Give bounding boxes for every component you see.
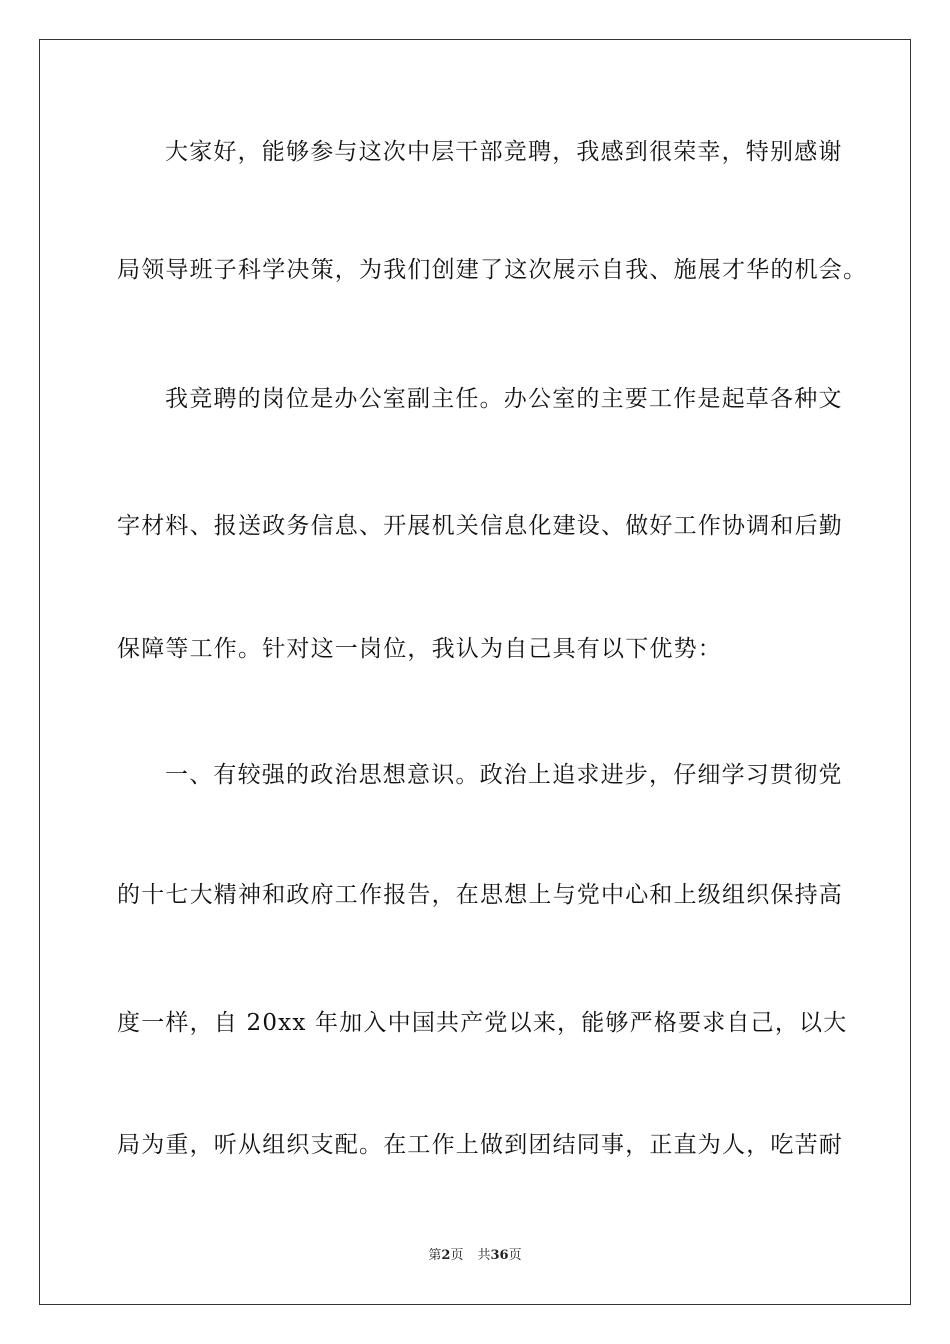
paragraph-2-line-2: 字材料、报送政务信息、开展机关信息化建设、做好工作协调和后勤	[117, 513, 843, 539]
paragraph-2-line-3: 保障等工作。针对这一岗位，我认为自己具有以下优势：	[117, 636, 722, 662]
paragraph-3-line-1: 一、有较强的政治思想意识。政治上追求进步，仔细学习贯彻党	[165, 762, 843, 788]
page-prefix: 第	[428, 1248, 442, 1263]
paragraph-3-line-3: 度一样，自 20xx 年加入中国共产党以来，能够严格要求自己，以大	[117, 1010, 848, 1036]
paragraph-1-line-2: 局领导班子科学决策，为我们创建了这次展示自我、施展才华的机会。	[117, 257, 868, 283]
total-suffix: 页	[508, 1248, 522, 1263]
page-suffix: 页	[450, 1248, 464, 1263]
page-number: 2	[441, 1248, 451, 1263]
page-border	[39, 39, 911, 1305]
total-prefix: 共	[477, 1248, 491, 1263]
paragraph-1-line-1: 大家好，能够参与这次中层干部竞聘，我感到很荣幸，特别感谢	[165, 139, 843, 165]
total-pages: 36	[490, 1248, 509, 1263]
paragraph-2-line-1: 我竞聘的岗位是办公室副主任。办公室的主要工作是起草各种文	[165, 386, 843, 412]
paragraph-3-line-2: 的十七大精神和政府工作报告，在思想上与党中心和上级组织保持高	[117, 882, 843, 908]
paragraph-3-line-4: 局为重，听从组织支配。在工作上做到团结同事，正直为人，吃苦耐	[117, 1132, 843, 1158]
page-footer	[0, 1247, 950, 1265]
